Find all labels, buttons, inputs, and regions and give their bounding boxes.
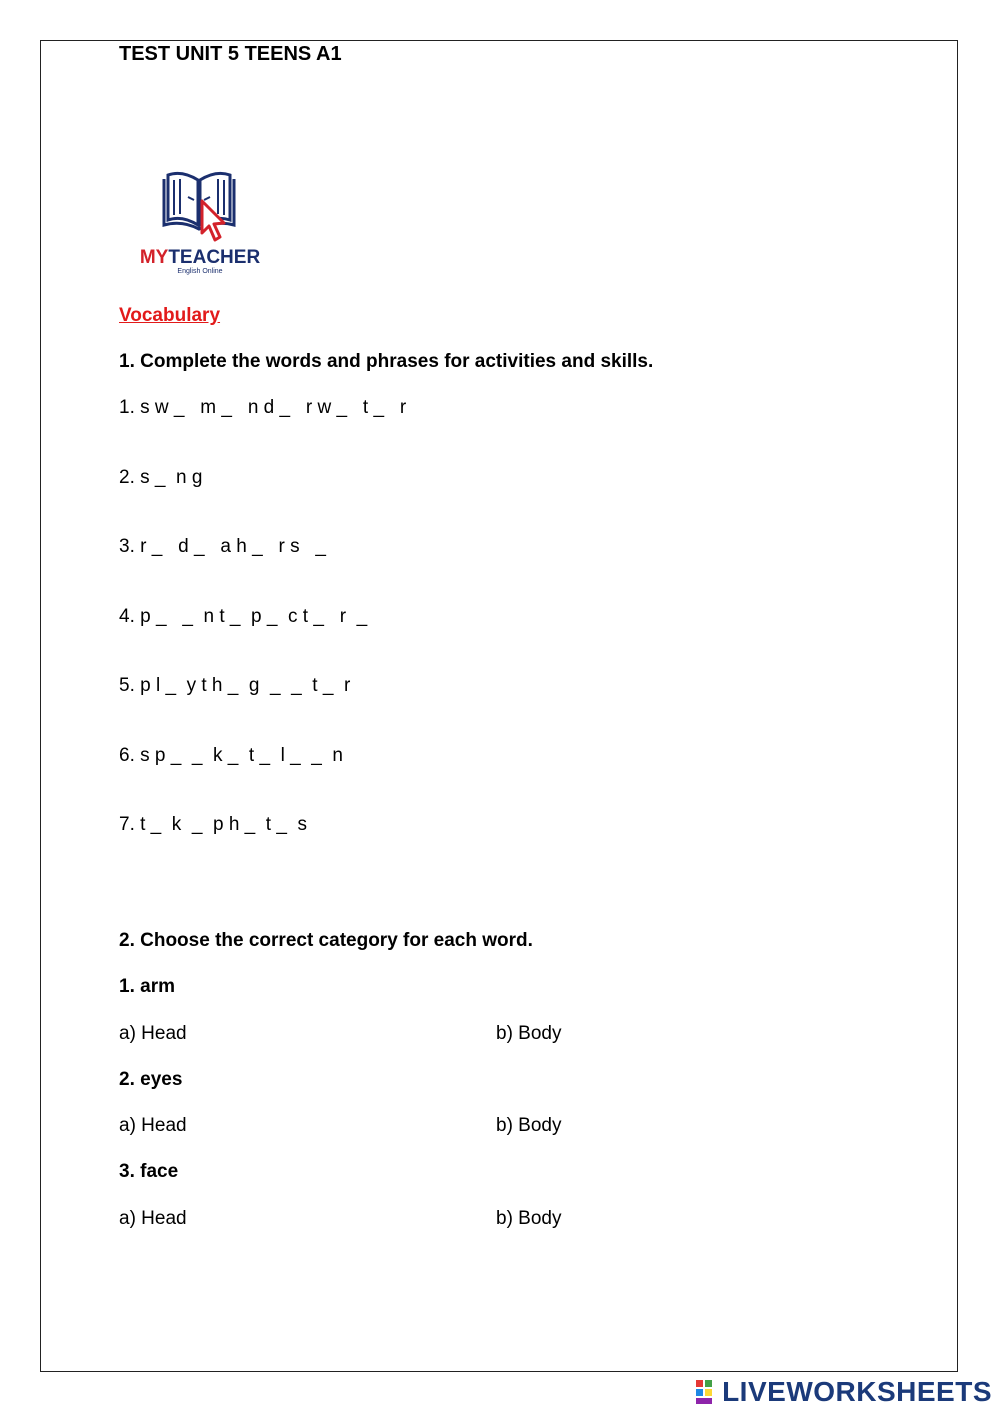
watermark-text: LIVEWORKSHEETS bbox=[722, 1376, 992, 1407]
liveworksheets-watermark bbox=[696, 1377, 992, 1407]
option-a[interactable]: a) Head bbox=[119, 1115, 187, 1136]
liveworksheets-logo-icon bbox=[696, 1380, 722, 1404]
exercise1-item: 4. p _ _ n t _ p _ c t _ r _ bbox=[119, 606, 368, 627]
exercise1-item: 5. p l _ y t h _ g _ _ t _ r bbox=[119, 675, 351, 696]
option-a[interactable]: a) Head bbox=[119, 1023, 187, 1044]
exercise2-instruction: 2. Choose the correct category for each word. bbox=[119, 930, 533, 951]
exercise1-item: 2. s _ n g bbox=[119, 467, 203, 488]
option-b[interactable]: b) Body bbox=[496, 1115, 562, 1136]
svg-text:MYTEACHER: MYTEACHER bbox=[139, 247, 261, 268]
question-word: 2. eyes bbox=[119, 1069, 183, 1090]
question-word: 1. arm bbox=[119, 976, 175, 997]
option-b[interactable]: b) Body bbox=[496, 1208, 562, 1229]
exercise1-item: 7. t _ k _ p h _ t _ s bbox=[119, 814, 307, 835]
myteacher-logo bbox=[130, 165, 270, 280]
exercise1-instruction: 1. Complete the words and phrases for activities and skills. bbox=[119, 351, 654, 372]
logo-text-my: MY bbox=[139, 247, 169, 268]
worksheet-title: TEST UNIT 5 TEENS A1 bbox=[119, 43, 342, 65]
question-word: 3. face bbox=[119, 1161, 179, 1182]
logo-tagline: English Online bbox=[177, 268, 223, 275]
section-heading-vocabulary: Vocabulary bbox=[119, 305, 221, 326]
option-a[interactable]: a) Head bbox=[119, 1208, 187, 1229]
exercise1-item: 6. s p _ _ k _ t _ l _ _ n bbox=[119, 745, 343, 766]
option-b[interactable]: b) Body bbox=[496, 1023, 562, 1044]
exercise1-item: 3. r _ d _ a h _ r s _ bbox=[119, 536, 326, 557]
exercise1-item: 1. s w _ m _ n d _ r w _ t _ r bbox=[119, 397, 407, 418]
